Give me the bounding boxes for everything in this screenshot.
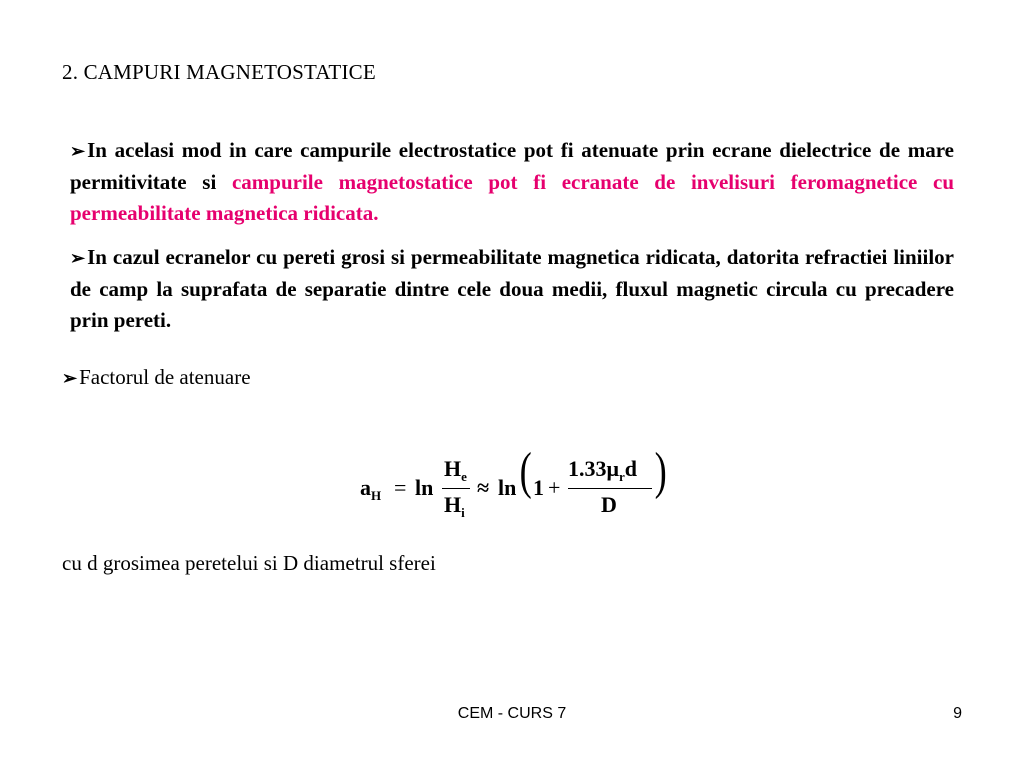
formula-ln-1: ln <box>415 475 434 500</box>
factor-label: Factorul de atenuare <box>79 365 251 389</box>
paragraph-electrostatic-shielding <box>70 135 954 229</box>
arrow-bullet-icon: ➢ <box>62 368 78 388</box>
formula-equals: = <box>394 475 407 500</box>
formula-plus: + <box>548 475 561 500</box>
formula-denominator-2: D <box>601 492 617 517</box>
formula-ln-2: ln <box>498 475 517 500</box>
paragraph-1-highlight: campurile magnetostatice pot fi ecranate de invelisuri feromagnetice cu permeabilitate magnetica ridicata. <box>70 170 955 225</box>
arrow-bullet-icon: ➢ <box>70 141 86 161</box>
formula-a: $a_H$ <box>360 475 382 503</box>
formula-left-paren: ( <box>519 443 532 500</box>
paragraph-1-text: In acelasi mod in care campurile electrostatice pot fi atenuate prin ecrane dielectrice de mare permitivitate si <box>70 138 954 194</box>
footer-course-label: CEM - CURS 7 <box>457 705 567 722</box>
page-number: 9 <box>953 705 962 722</box>
fraction-bar-1 <box>442 488 470 489</box>
formula-denominator-1: $H_i$ <box>444 492 465 520</box>
formula-numerator-1: $H_e$ <box>444 456 467 484</box>
paragraph-thick-walls <box>70 242 954 336</box>
arrow-bullet-icon: ➢ <box>70 248 86 268</box>
slide-title: 2. CAMPURI MAGNETOSTATICE <box>62 60 376 84</box>
closing-note: cu d grosimea peretelui si D diametrul sferei <box>62 551 436 575</box>
attenuation-formula <box>340 443 680 528</box>
paragraph-2-text: In cazul ecranelor cu pereti grosi si permeabilitate magnetica ridicata, datorita refractiei liniilor de camp la suprafata de separatie dintre cele doua medii, fluxul magnetic circula cu precadere prin pereti. <box>70 245 954 332</box>
formula-numerator-2: $1.33\mu_rd$ <box>568 456 638 484</box>
formula-right-paren: ) <box>654 443 667 500</box>
factor-heading <box>62 365 251 390</box>
formula-approx: ≈ <box>477 475 490 500</box>
fraction-bar-2 <box>568 488 652 489</box>
formula-one: 1 <box>533 475 544 500</box>
